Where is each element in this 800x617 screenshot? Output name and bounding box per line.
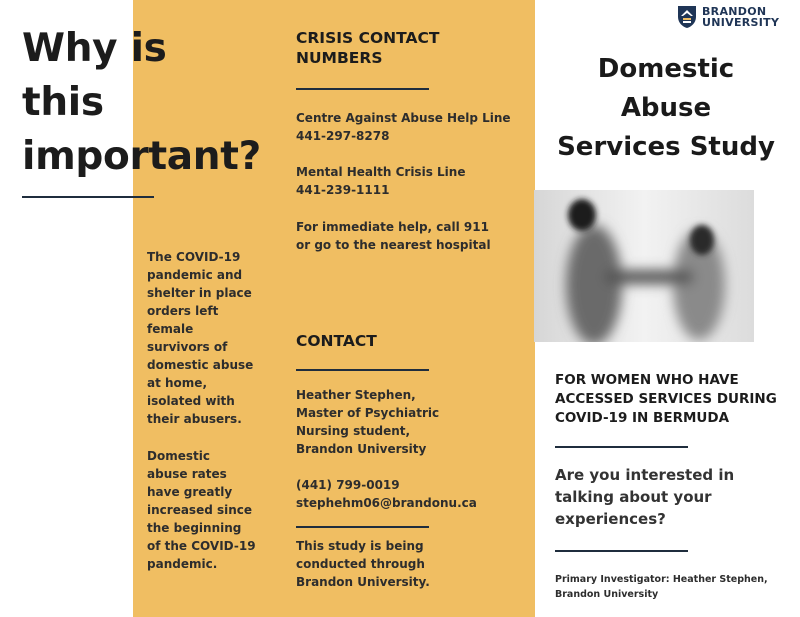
text-line: have greatly xyxy=(147,485,233,499)
text-line: pandemic. xyxy=(147,557,218,571)
mental-health-block xyxy=(296,163,465,199)
conducted-note xyxy=(296,537,430,591)
text-line: abuse rates xyxy=(147,467,227,481)
text-line: The COVID-19 xyxy=(147,250,241,264)
blurred-figures-photo xyxy=(534,190,754,342)
heading-line: CRISIS CONTACT xyxy=(296,29,440,47)
headline-line: this xyxy=(22,80,104,125)
text-line: the beginning xyxy=(147,521,242,535)
text-line: For immediate help, call 911 xyxy=(296,220,489,234)
mental-health-name: Mental Health Crisis Line xyxy=(296,165,466,179)
text-line: orders left xyxy=(147,304,219,318)
headline-line: important? xyxy=(22,134,261,179)
text-line: female xyxy=(147,322,194,336)
text-line: domestic abuse xyxy=(147,358,254,372)
text-line: survivors of xyxy=(147,340,228,354)
divider xyxy=(296,88,429,90)
text-line: or go to the nearest hospital xyxy=(296,238,491,252)
helpline-block xyxy=(296,109,511,145)
divider xyxy=(296,526,429,528)
helpline-name: Centre Against Abuse Help Line xyxy=(296,111,511,125)
logo-text xyxy=(702,6,779,28)
text-line: at home, xyxy=(147,376,207,390)
question-line: talking about your xyxy=(555,488,712,506)
text-line: This study is being xyxy=(296,539,424,553)
covid-paragraph xyxy=(147,248,253,428)
immediate-help xyxy=(296,218,491,254)
contact-email[interactable]: stephehm06@brandonu.ca xyxy=(296,496,477,510)
logo-line: UNIVERSITY xyxy=(702,16,780,29)
target-audience-heading xyxy=(555,371,777,428)
rates-paragraph xyxy=(147,447,256,573)
logo-line: BRANDON xyxy=(702,5,767,18)
crisis-heading xyxy=(296,28,439,68)
text-line: Nursing student, xyxy=(296,424,411,438)
text-line: of the COVID-19 xyxy=(147,539,256,553)
text-line: their abusers. xyxy=(147,412,242,426)
question-line: Are you interested in xyxy=(555,466,735,484)
text-line: increased since xyxy=(147,503,253,517)
text-line: Domestic xyxy=(147,449,210,463)
text-line: Heather Stephen, xyxy=(296,388,416,402)
text-line: conducted through xyxy=(296,557,425,571)
pi-line: Brandon University xyxy=(555,589,659,600)
text-line: pandemic and xyxy=(147,268,243,282)
interest-question xyxy=(555,464,734,530)
title-line: Services Study xyxy=(557,132,775,162)
heading-line: NUMBERS xyxy=(296,49,383,67)
heading-line: ACCESSED SERVICES DURING xyxy=(555,391,777,407)
heading-line: COVID-19 IN BERMUDA xyxy=(555,410,730,426)
study-title xyxy=(548,50,784,167)
helpline-phone: 441-297-8278 xyxy=(296,129,390,143)
contact-phone[interactable]: (441) 799-0019 xyxy=(296,478,400,492)
contact-person xyxy=(296,386,439,458)
pi-line: Primary Investigator: Heather Stephen, xyxy=(555,574,768,585)
text-line: Master of Psychiatric xyxy=(296,406,440,420)
text-line: Brandon University. xyxy=(296,575,430,589)
text-line: shelter in place xyxy=(147,286,252,300)
headline-line: Why is xyxy=(22,26,167,71)
contact-details xyxy=(296,476,477,512)
divider xyxy=(555,446,688,448)
text-line: isolated with xyxy=(147,394,235,408)
divider xyxy=(296,369,429,371)
primary-investigator xyxy=(555,572,768,602)
title-line: Abuse xyxy=(620,93,712,123)
divider xyxy=(22,196,154,198)
title-line: Domestic xyxy=(597,54,735,84)
text-line: Brandon University xyxy=(296,442,427,456)
contact-heading: CONTACT xyxy=(296,332,377,350)
question-line: experiences? xyxy=(555,510,666,528)
heading-line: FOR WOMEN WHO HAVE xyxy=(555,372,739,388)
divider xyxy=(555,550,688,552)
brandon-university-logo xyxy=(677,5,792,31)
mental-health-phone: 441-239-1111 xyxy=(296,183,390,197)
headline xyxy=(22,22,282,184)
university-crest-icon xyxy=(677,5,697,29)
